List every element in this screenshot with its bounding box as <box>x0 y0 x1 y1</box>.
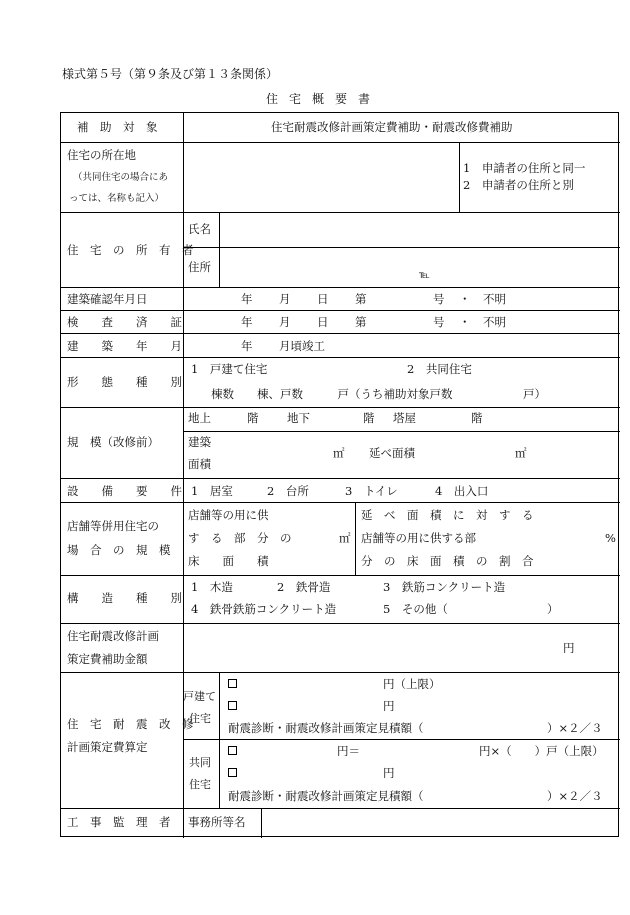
yen-unit: 円 <box>563 641 575 655</box>
floor-unit: 階 <box>247 411 259 425</box>
penthouse-label: 塔屋 <box>393 411 416 425</box>
structure-option: 2 鉄骨造 <box>277 580 331 594</box>
checkbox[interactable] <box>228 679 237 688</box>
year-unit: 年 <box>241 339 253 353</box>
number-prefix: 第 <box>355 315 367 329</box>
scale-label: 規 模（改修前） <box>67 435 159 449</box>
day-unit: 日 <box>317 292 329 306</box>
apartment-label: 住宅 <box>189 778 211 791</box>
store-floor-area-label: 店舗等の用に供 <box>188 508 269 522</box>
sqm-unit: ㎡ <box>333 446 345 460</box>
building-confirmation-date-label: 建築確認年月日 <box>67 292 148 306</box>
equipment-item: 4 出入口 <box>435 484 489 498</box>
apartment-yen-equals: 円＝ <box>337 744 360 758</box>
apartment-label: 共同 <box>189 756 211 769</box>
plan-subsidy-amount-label: 住宅耐震改修計画 <box>67 629 159 643</box>
month-completion-unit: 月頃竣工 <box>279 339 325 353</box>
floors-below-label: 地下 <box>287 411 310 425</box>
detached-yen-cap: 円（上限） <box>383 677 441 691</box>
document-title: 住宅概要書 <box>266 92 382 106</box>
store-floor-area-label: す る 部 分 の <box>188 531 292 545</box>
plan-cost-calc-label: 住 宅 耐 震 改 修 <box>67 717 194 731</box>
total-floor-area-label: 延べ面積 <box>369 446 415 460</box>
structure-option: 4 鉄骨鉄筋コンクリート造 <box>191 602 337 616</box>
year-unit: 年 <box>241 292 253 306</box>
plan-subsidy-amount-label: 策定費補助金額 <box>67 652 148 666</box>
structure-option: 1 木造 <box>191 580 233 594</box>
apartment-yen: 円 <box>383 766 395 780</box>
subsidy-target-label: 補 助 対 象 <box>77 120 158 134</box>
equipment-item: 3 トイレ <box>345 484 398 498</box>
building-units-close: 戸） <box>523 387 546 401</box>
unknown-option: 不明 <box>483 315 506 329</box>
percent-unit: % <box>605 531 616 545</box>
owner-address-label: 住所 <box>188 260 211 274</box>
owner-name-label: 氏名 <box>188 222 211 236</box>
structure-option-other: 5 その他（ <box>383 602 448 616</box>
store-ratio-label: 分 の 床 面 積 の 割 合 <box>361 554 534 568</box>
floors-above-label: 地上 <box>188 411 211 425</box>
month-unit: 月 <box>279 292 291 306</box>
store-ratio-label: 店舗等の用に供する部 <box>361 531 476 545</box>
inspection-certificate-label: 検 査 済 証 <box>67 315 182 329</box>
subsidy-target-value: 住宅耐震改修計画策定費補助・耐震改修費補助 <box>271 120 513 134</box>
day-unit: 日 <box>317 315 329 329</box>
detached-estimate-multiplier: ）×２／３ <box>547 721 603 735</box>
checkbox[interactable] <box>228 768 237 777</box>
form-number: 様式第５号（第９条及び第１３条関係） <box>62 67 279 81</box>
building-units-line: 棟数 棟、戸数 戸（うち補助対象戸数 <box>211 387 453 401</box>
equipment-item: 2 台所 <box>267 484 309 498</box>
detached-house-label: 住宅 <box>189 712 211 725</box>
location-note: っては、名称も記入） <box>69 193 165 204</box>
sqm-unit: ㎡ <box>515 446 527 460</box>
number-prefix: 第 <box>355 292 367 306</box>
unknown-option: 不明 <box>483 292 506 306</box>
apartment-estimate-multiplier: ）×２／３ <box>547 789 603 803</box>
construction-date-label: 建 築 年 月 <box>67 339 182 353</box>
checkbox[interactable] <box>228 701 237 710</box>
floor-unit: 階 <box>471 411 483 425</box>
checkbox[interactable] <box>228 746 237 755</box>
separator-dot: ・ <box>459 315 471 329</box>
housing-type-label: 形 態 種 別 <box>67 375 182 389</box>
store-ratio-label: 延 べ 面 積 に 対 す る <box>361 508 534 522</box>
detached-yen: 円 <box>383 699 395 713</box>
plan-cost-calc-label: 計画策定費算定 <box>67 740 148 754</box>
equipment-item: 1 居室 <box>191 484 233 498</box>
sqm-unit: ㎡ <box>339 531 351 545</box>
building-area-label: 建築 <box>188 435 211 449</box>
type-option-apartment: 2 共同住宅 <box>407 362 472 376</box>
floor-unit: 階 <box>363 411 375 425</box>
month-unit: 月 <box>279 315 291 329</box>
summary-table <box>60 112 619 837</box>
location-option-different: 2 申請者の住所と別 <box>463 178 574 192</box>
store-combined-label: 店舗等併用住宅の <box>67 519 159 533</box>
location-option-same: 1 申請者の住所と同一 <box>463 161 586 175</box>
tel-label: ℡ <box>419 270 430 281</box>
building-area-label: 面積 <box>188 457 211 471</box>
structure-option: 3 鉄筋コンクリート造 <box>383 580 506 594</box>
store-combined-label: 場 合 の 規 模 <box>67 543 171 557</box>
separator-dot: ・ <box>459 292 471 306</box>
apartment-estimate-label: 耐震診断・耐震改修計画策定見積額（ <box>228 789 424 803</box>
owner-label: 住 宅 の 所 有 者 <box>67 243 194 257</box>
equipment-label: 設 備 要 件 <box>67 484 182 498</box>
store-floor-area-label: 床 面 積 <box>188 554 269 568</box>
office-name-label: 事務所等名 <box>188 815 246 829</box>
number-suffix: 号 <box>433 292 445 306</box>
construction-supervisor-label: 工 事 監 理 者 <box>67 815 171 829</box>
number-suffix: 号 <box>433 315 445 329</box>
apartment-yen-times-units: 円×（ ）戸（上限） <box>479 744 604 758</box>
location-label: 住宅の所在地 <box>67 148 136 162</box>
detached-estimate-label: 耐震診断・耐震改修計画策定見積額（ <box>228 721 424 735</box>
structure-option-close: ） <box>547 602 559 616</box>
detached-house-label: 戸建て <box>183 690 216 703</box>
type-option-detached: 1 戸建て住宅 <box>191 362 268 376</box>
location-note: （共同住宅の場合にあ <box>73 172 169 183</box>
structure-type-label: 構 造 種 別 <box>67 591 182 605</box>
year-unit: 年 <box>241 315 253 329</box>
